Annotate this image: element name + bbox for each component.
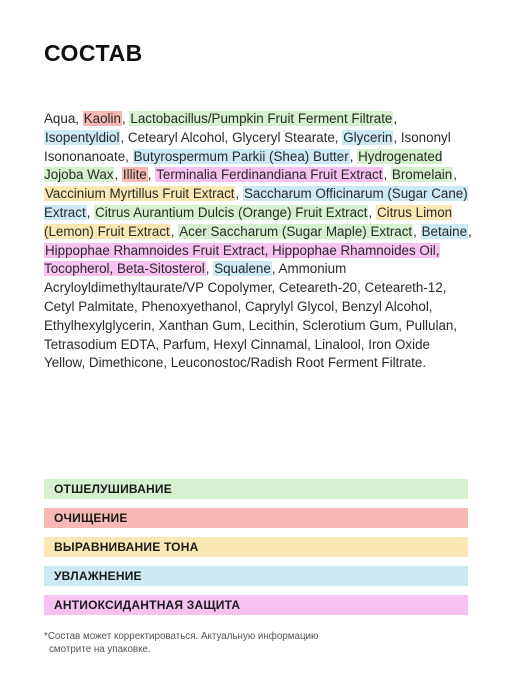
ingredient-text: ,: [147, 167, 156, 183]
footnote-line-2: смотрите на упаковке.: [49, 644, 151, 655]
legend-item: АНТИОКСИДАНТНАЯ ЗАЩИТА: [44, 595, 468, 615]
highlighted-ingredient: Terminalia Ferdinandiana Fruit Extract: [156, 167, 383, 183]
function-legend: [44, 479, 468, 624]
ingredient-text: ,: [121, 111, 130, 126]
highlighted-ingredient: Lactobacillus/Pumpkin Fruit Ferment Filtrate: [130, 111, 393, 126]
footnote: [44, 630, 474, 656]
ingredient-text: ,: [368, 204, 376, 220]
highlighted-ingredient: Vaccinium Myrtillus Fruit Extract: [45, 186, 235, 202]
ingredient-text: ,: [393, 111, 398, 126]
ingredient-text: , Isononyl Isononanoate,: [44, 129, 451, 164]
ingredient-text: ,: [205, 261, 214, 277]
highlighted-ingredient: Bromelain: [391, 167, 453, 183]
ingredient-text: ,: [170, 223, 179, 239]
ingredient-text: ,: [413, 223, 421, 239]
legend-item: ОТШЕЛУШИВАНИЕ: [44, 479, 468, 499]
ingredient-text: , Ammonium Acryloyldimethyltaurate/VP Copolymer, Ceteareth-20, Ceteareth-12, Cetyl Palmitate, Phenoxyethanol, Caprylyl Glycol, Benzyl Alcohol, Ethylhexylglycerin, Xanthan Gum, Lecithin, Sclerotium Gum, Pullulan, Tetrasodium EDTA, Parfum, Hexyl Cinnamal, Linalool, Iron Oxide Yellow, Dimethicone, Leuconostoc/Radish Root Ferment Filtrate.: [44, 261, 458, 371]
ingredient-text: ,: [453, 167, 457, 183]
ingredient-text: , Cetearyl Alcohol, Glyceryl Stearate,: [120, 129, 343, 145]
highlighted-ingredient: Isopentyldiol: [45, 129, 120, 145]
ingredient-text: ,: [235, 186, 243, 202]
highlighted-ingredient: Citrus Aurantium Dulcis (Orange) Fruit Extract: [95, 204, 368, 220]
highlighted-ingredient: Hippophae Rhamnoides Fruit Extract, Hippophae Rhamnoides Oil, Tocopherol, Beta-Sitosterol: [44, 242, 440, 277]
ingredients-list: [44, 110, 474, 373]
ingredient-text: ,: [86, 204, 95, 220]
legend-item: ВЫРАВНИВАНИЕ ТОНА: [44, 537, 468, 557]
page-title: СОСТАВ: [44, 40, 143, 66]
ingredient-text: Aqua,: [44, 111, 83, 126]
highlighted-ingredient: Saccharum Officinarum (Sugar Cane) Extract: [44, 186, 468, 220]
ingredient-text: ,: [349, 148, 358, 164]
ingredient-text: ,: [114, 167, 122, 183]
ingredient-text: ,: [468, 223, 472, 239]
highlighted-ingredient: Illite: [122, 167, 147, 183]
highlighted-ingredient: Citrus Limon (Lemon) Fruit Extract: [44, 204, 453, 239]
highlighted-ingredient: Kaolin: [83, 111, 121, 126]
ingredient-text: ,: [383, 167, 391, 183]
highlighted-ingredient: Hydrogenated Jojoba Wax: [44, 148, 443, 183]
highlighted-ingredient: Butyrospermum Parkii (Shea) Butter: [133, 148, 349, 164]
highlighted-ingredient: Acer Saccharum (Sugar Maple) Extract: [179, 223, 413, 239]
footnote-line-1: *Состав может корректироваться. Актуальную информацию: [44, 631, 319, 642]
legend-item: ОЧИЩЕНИЕ: [44, 508, 468, 528]
highlighted-ingredient: Betaine: [421, 223, 468, 239]
highlighted-ingredient: Glycerin: [343, 129, 393, 145]
legend-item: УВЛАЖНЕНИЕ: [44, 566, 468, 586]
highlighted-ingredient: Squalene: [214, 261, 271, 277]
